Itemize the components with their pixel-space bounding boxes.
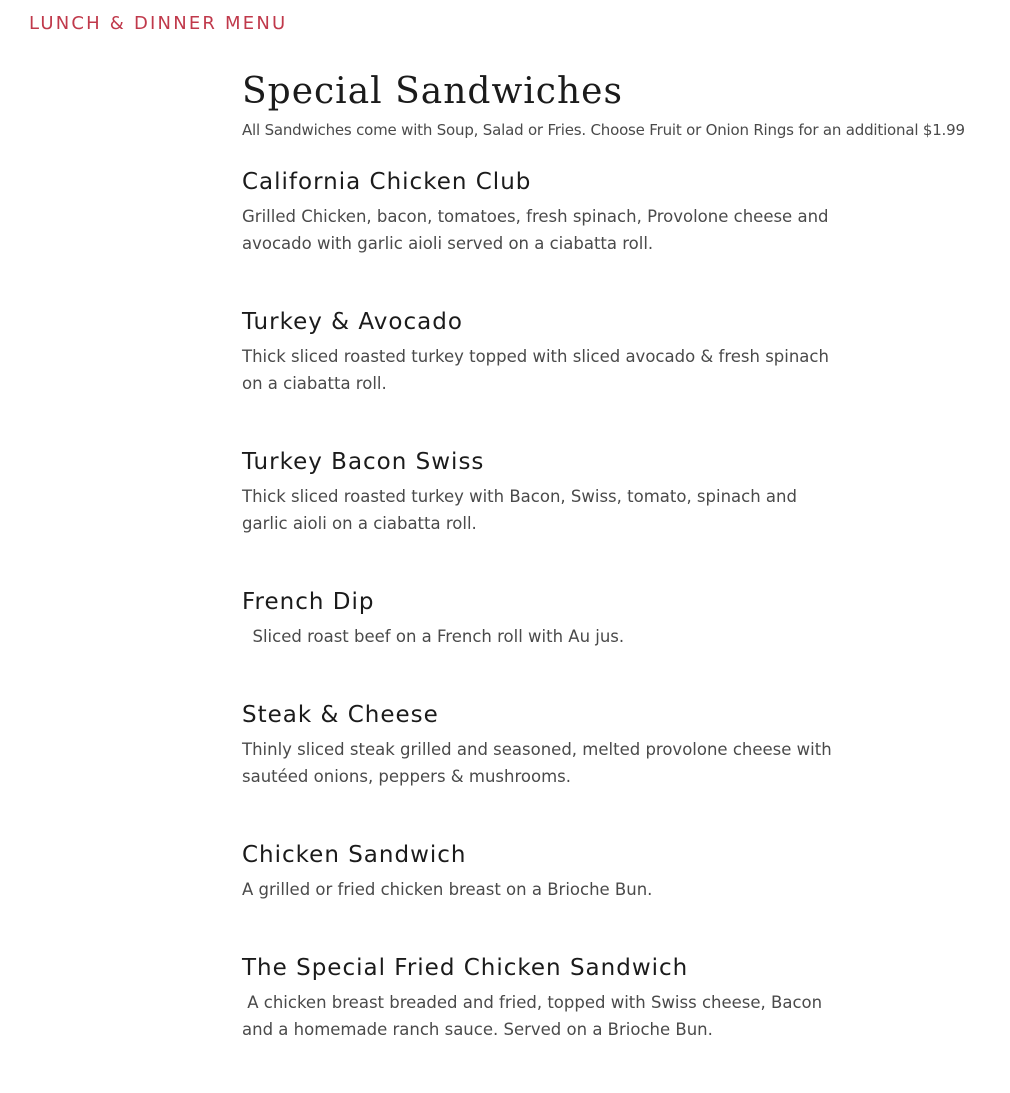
item-description: Thick sliced roasted turkey topped with sliced avocado & fresh spinach on a ciabatta roll. [242, 347, 835, 393]
menu-item-french-dip [242, 587, 842, 700]
item-description: A grilled or fried chicken breast on a Brioche Bun. [242, 880, 653, 899]
item-name: Turkey & Avocado [242, 309, 463, 335]
menu-item-special-fried-chicken-sandwich [242, 953, 842, 1053]
item-description: A chicken breast breaded and fried, topped with Swiss cheese, Bacon and a homemade ranch sauce. Served on a Brioche Bun. [242, 993, 828, 1039]
menu-item-list [242, 167, 1002, 1053]
menu-item-turkey-avocado [242, 307, 842, 447]
section-subtitle: All Sandwiches come with Soup, Salad or Fries. Choose Fruit or Onion Rings for an additional $1.99 [242, 121, 965, 139]
section-title: Special Sandwiches [242, 71, 623, 112]
item-description: Grilled Chicken, bacon, tomatoes, fresh spinach, Provolone cheese and avocado with garlic aioli served on a ciabatta roll. [242, 207, 834, 253]
menu-item-california-chicken-club [242, 167, 842, 307]
menu-item-steak-cheese [242, 700, 842, 840]
special-sandwiches-section [242, 68, 1002, 1053]
menu-item-chicken-sandwich [242, 840, 842, 953]
item-name: Steak & Cheese [242, 702, 439, 728]
item-name: California Chicken Club [242, 169, 532, 195]
item-name: The Special Fried Chicken Sandwich [242, 955, 689, 981]
item-name: French Dip [242, 589, 375, 615]
item-description: Thick sliced roasted turkey with Bacon, Swiss, tomato, spinach and garlic aioli on a ciabatta roll. [242, 487, 803, 533]
item-name: Chicken Sandwich [242, 842, 467, 868]
lunch-dinner-menu-link[interactable]: LUNCH & DINNER MENU [29, 13, 288, 34]
menu-item-turkey-bacon-swiss [242, 447, 842, 587]
item-description: Thinly sliced steak grilled and seasoned, melted provolone cheese with sautéed onions, peppers & mushrooms. [242, 740, 837, 786]
item-name: Turkey Bacon Swiss [242, 449, 485, 475]
item-description: Sliced roast beef on a French roll with Au jus. [242, 627, 625, 646]
